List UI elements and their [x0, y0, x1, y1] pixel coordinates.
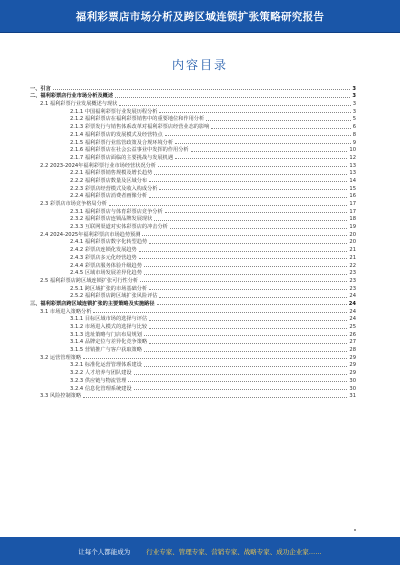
toc-entry-title: 2.1.7 福利彩票店面临的主要挑战与发展机遇 — [70, 154, 174, 161]
toc-entry-page: 3 — [352, 101, 356, 108]
toc-entry-page: 5 — [352, 116, 356, 123]
toc-entry-title: 2.1.6 福利彩票店在社会公益事业中发挥的作用分析 — [70, 147, 189, 154]
toc-entry-title: 2.4.4 彩票店服务体验升级趋势 — [70, 262, 142, 269]
toc-leader-dots — [83, 358, 347, 359]
toc-entry-title: 2.4.3 彩票店多元化经营趋势 — [70, 254, 137, 261]
toc-entry-page: 10 — [349, 147, 356, 154]
toc-entry[interactable] — [30, 345, 356, 353]
toc-entry-page: 25 — [349, 324, 356, 330]
toc-entry-page: 17 — [349, 201, 356, 207]
toc-leader-dots — [134, 389, 348, 390]
toc-leader-dots — [140, 281, 347, 282]
toc-entry[interactable] — [30, 146, 356, 154]
toc-leader-dots — [149, 181, 347, 182]
toc-entry-title: 3.1.1 目标区域市场的选择与评估 — [70, 316, 148, 323]
toc-entry-page: 21 — [349, 254, 356, 261]
toc-entry[interactable] — [30, 261, 356, 269]
toc-entry-page: 26 — [349, 331, 356, 338]
toc-leader-dots — [159, 189, 347, 190]
toc-entry-title: 2.1.5 福利彩票行业监管政策及合规环境分析 — [70, 139, 174, 146]
toc-entry-page: 24 — [348, 300, 356, 307]
toc-entry-page: 28 — [349, 347, 356, 354]
toc-leader-dots — [128, 381, 347, 382]
toc-entry-title: 3.1 市场进入策略分析 — [40, 308, 92, 315]
toc-entry-title: 2.1 福利彩票行业发展概述与现状 — [40, 101, 118, 108]
toc-entry[interactable] — [30, 176, 356, 184]
toc-leader-dots — [211, 128, 350, 129]
toc-entry[interactable] — [30, 330, 356, 338]
toc-entry-page: 20 — [349, 239, 356, 246]
toc-entry[interactable] — [30, 169, 356, 177]
toc-leader-dots — [142, 235, 347, 236]
toc-entry-title: 3.2.2 人才培养与团队建设 — [70, 370, 132, 377]
toc-leader-dots — [154, 220, 347, 221]
toc-entry-title: 2.3.3 互联网渠道对实体彩票店的冲击分析 — [70, 224, 168, 231]
toc-entry[interactable] — [30, 368, 356, 376]
toc-entry-title: 2.1.3 彩票发行与销售体系改革对福利彩票店经营业态的影响 — [70, 124, 210, 131]
toc-entry-title: 2.2.3 彩票店经营模式及收入构成分析 — [70, 185, 158, 192]
toc-entry[interactable] — [30, 122, 356, 130]
toc-entry[interactable] — [30, 392, 356, 400]
toc-entry-title: 3.2.3 供应链与物流管理 — [70, 377, 127, 384]
toc-leader-dots — [159, 297, 347, 298]
toc-entry-page: 3 — [352, 93, 356, 100]
toc-entry[interactable] — [30, 192, 356, 200]
toc-entry-page: 3 — [352, 108, 356, 115]
toc-leader-dots — [93, 312, 347, 313]
toc-entry-title: 2.2.4 福利彩票店消费者画像分析 — [70, 193, 148, 200]
toc-entry-title: 2.1.2 福利彩票店在福利彩票销售中的重要地位和作用分析 — [70, 116, 205, 123]
toc-entry[interactable] — [30, 276, 356, 284]
toc-entry[interactable] — [30, 307, 356, 315]
toc-entry-title: 3.1.2 市场进入模式的选择与比较 — [70, 324, 148, 330]
toc-leader-dots — [144, 366, 347, 367]
toc-entry-page: 23 — [349, 285, 356, 292]
page-marker — [354, 529, 356, 531]
toc-entry-page: 29 — [349, 362, 356, 369]
toc-entry-title: 3.1.3 选址策略与门店布局规划 — [70, 331, 142, 338]
toc-entry-page: 30 — [349, 385, 356, 392]
toc-entry-page: 15 — [349, 185, 356, 192]
toc-entry-title: 2.5.1 跨区域扩张的市场基础分析 — [70, 285, 148, 292]
toc-leader-dots — [115, 97, 350, 98]
toc-leader-dots — [170, 228, 348, 229]
toc-entry-title: 2.1.4 福利彩票店的发展模式及经营特点 — [70, 131, 163, 138]
toc-leader-dots — [157, 304, 347, 305]
toc-entry-page: 24 — [349, 316, 356, 323]
toc-leader-dots — [191, 151, 348, 152]
toc-leader-dots — [149, 320, 347, 321]
toc-entry-title: 3.2 运营管理策略 — [40, 354, 82, 361]
toc-entry-title: 3.1.5 营销推广与客户获取策略 — [70, 347, 142, 354]
toc-entry[interactable] — [30, 92, 356, 100]
toc-entry-page: 13 — [349, 162, 356, 169]
toc-entry[interactable] — [30, 138, 356, 146]
toc-entry[interactable] — [30, 222, 356, 230]
toc-leader-dots — [144, 351, 347, 352]
toc-entry-title: 2.1.1 中国福利彩票行业发展历程分析 — [70, 108, 158, 115]
toc-leader-dots — [144, 266, 347, 267]
toc-entry[interactable] — [30, 376, 356, 384]
toc-entry[interactable] — [30, 238, 356, 246]
report-footer — [0, 537, 400, 565]
toc-entry-title: 2.4.1 福利彩票店数字化转型趋势 — [70, 239, 148, 246]
toc-entry-title: 2.4.2 彩票店连锁化发展趋势 — [70, 247, 137, 254]
toc-entry[interactable] — [30, 130, 356, 138]
footer-slogan-tail: 行业专家、管理专家、营销专家、战略专家、成功企业家…… — [146, 547, 322, 556]
toc-entry-page: 22 — [349, 262, 356, 269]
toc-entry[interactable] — [30, 199, 356, 207]
toc-leader-dots — [158, 166, 347, 167]
toc-entry[interactable] — [30, 245, 356, 253]
toc-leader-dots — [149, 197, 347, 198]
toc-entry-title: 2.5.2 福利彩票店跨区域扩张风险评估 — [70, 293, 158, 300]
toc-entry-title: 2.4 2024-2025年福利彩票店市场趋势预测 — [40, 231, 141, 238]
toc-leader-dots — [206, 120, 351, 121]
toc-entry-title: 2.3 彩票店市场竞争格局分析 — [40, 201, 107, 207]
toc-entry-title: 2.3.1 福利彩票店与体育彩票店竞争分析 — [70, 208, 163, 215]
toc-entry-title: 3.2.4 信息化管理系统建设 — [70, 385, 132, 392]
toc-leader-dots — [109, 205, 347, 206]
toc-entry-page: 29 — [349, 354, 356, 361]
toc-entry[interactable] — [30, 215, 356, 223]
toc-leader-dots — [144, 335, 347, 336]
toc-entry[interactable] — [30, 322, 356, 330]
toc-entry-page: 24 — [349, 293, 356, 300]
toc-entry-title: 2.2.1 福利彩票销售规模及增长趋势 — [70, 170, 153, 177]
toc-entry[interactable] — [30, 361, 356, 369]
toc-entry-page: 20 — [349, 231, 356, 238]
toc-entry[interactable] — [30, 338, 356, 346]
toc-entry[interactable] — [30, 292, 356, 300]
toc-entry-page: 23 — [349, 277, 356, 284]
toc-entry-title: 2.2.2 福利彩票店数量及区域分布 — [70, 177, 148, 184]
toc-leader-dots — [149, 243, 347, 244]
toc-leader-dots — [144, 274, 347, 275]
toc-heading: 内容目录 — [171, 58, 228, 72]
toc-entry[interactable] — [30, 161, 356, 169]
toc-entry-title: 2.4.5 区域市场发展差异化趋势 — [70, 270, 142, 277]
toc-leader-dots — [165, 212, 348, 213]
toc-leader-dots — [149, 289, 347, 290]
toc-entry-page: 17 — [349, 208, 356, 215]
toc-entry-page: 18 — [349, 216, 356, 223]
toc-entry-page: 30 — [349, 377, 356, 384]
toc-entry-page: 12 — [349, 154, 356, 161]
toc-leader-dots — [159, 112, 350, 113]
toc-entry[interactable] — [30, 184, 356, 192]
toc-entry-title: 2.2 2023-2024年福利彩票行业市场经营状况分析 — [40, 162, 156, 169]
toc-leader-dots — [139, 258, 348, 259]
toc-entry-title: 一、引言 — [30, 85, 51, 92]
toc-entry[interactable] — [30, 230, 356, 238]
report-header — [0, 0, 400, 32]
toc-entry[interactable] — [30, 153, 356, 161]
toc-entry-page: 13 — [349, 170, 356, 177]
toc-entry-title: 3.1.4 品牌定位与差异化竞争策略 — [70, 339, 148, 346]
toc-entry-page: 6 — [352, 124, 356, 131]
toc-entry-page: 23 — [349, 270, 356, 277]
toc-leader-dots — [175, 143, 351, 144]
toc-entry-page: 14 — [349, 177, 356, 184]
footer-slogan-lead: 让每个人都能成为 — [78, 547, 131, 556]
toc-entry-title: 3.3 风险控制策略 — [40, 393, 82, 400]
toc-entry-page: 19 — [349, 224, 356, 231]
toc-entry-page: 21 — [349, 247, 356, 254]
toc-entry-title: 2.3.2 福利彩票店连锁品牌发展现状 — [70, 216, 153, 223]
toc-leader-dots — [175, 158, 347, 159]
toc-entry[interactable] — [30, 84, 356, 92]
toc-leader-dots — [119, 105, 350, 106]
toc-leader-dots — [149, 343, 347, 344]
toc-leader-dots — [154, 174, 347, 175]
toc-entry-title: 2.5 福利彩票店跨区域连锁扩张可行性分析 — [40, 277, 139, 284]
toc-leader-dots — [165, 135, 351, 136]
toc-leader-dots — [53, 89, 351, 90]
toc-entry[interactable] — [30, 269, 356, 277]
toc-entry-page: 16 — [349, 193, 356, 200]
toc-entry-title: 二、福利彩票店行业市场分析及概述 — [30, 93, 114, 100]
toc-entry[interactable] — [30, 384, 356, 392]
toc-entry-page: 29 — [349, 370, 356, 377]
toc-entry[interactable] — [30, 315, 356, 323]
toc-entry[interactable] — [30, 353, 356, 361]
toc-entry-page: 3 — [352, 85, 356, 92]
toc-entry[interactable] — [30, 107, 356, 115]
toc-entry-title: 3.2.1 标准化运营管理体系建设 — [70, 362, 142, 369]
toc-entry-page: 31 — [349, 393, 356, 400]
toc-entry[interactable] — [30, 284, 356, 292]
toc-leader-dots — [139, 251, 348, 252]
toc-entry[interactable] — [30, 99, 356, 107]
toc-entry[interactable] — [30, 115, 356, 123]
toc-leader-dots — [134, 374, 348, 375]
toc-leader-dots — [83, 397, 347, 398]
toc-entry-page: 24 — [349, 308, 356, 315]
toc-entry-page: 27 — [349, 339, 356, 346]
toc-entry-page: 8 — [352, 131, 356, 138]
toc-entry-page: 9 — [352, 139, 356, 146]
toc-entry-title: 三、福利彩票店跨区域连锁扩张的主要策略及实施路径 — [30, 300, 155, 307]
table-of-contents — [30, 84, 356, 399]
toc-entry[interactable] — [30, 253, 356, 261]
toc-entry[interactable] — [30, 207, 356, 215]
report-title: 福利彩票店市场分析及跨区域连锁扩张策略研究报告 — [75, 10, 325, 23]
toc-entry[interactable] — [30, 299, 356, 307]
toc-leader-dots — [149, 328, 347, 329]
